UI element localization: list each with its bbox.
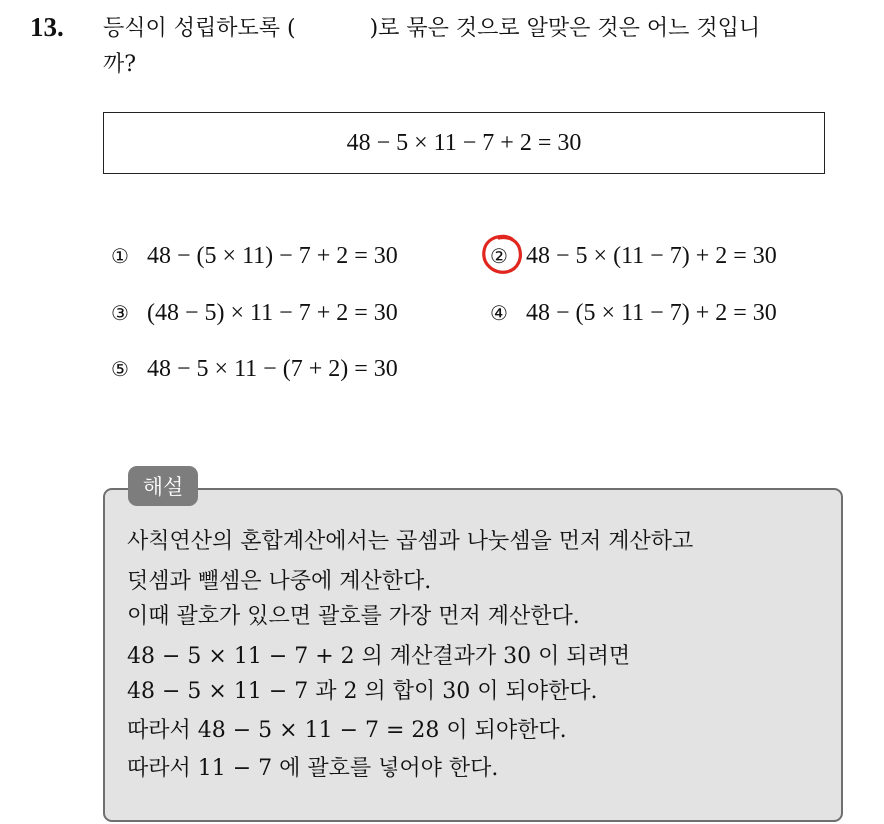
choice-5-text: 48 − 5 × 11 − (7 + 2) = 30 (147, 356, 398, 382)
explanation-line-3: 이때 괄호가 있으면 괄호를 가장 먼저 계산한다. (127, 604, 580, 629)
explanation-line-5: 48 − 5 × 11 − 7 과 2 의 합이 30 이 되야한다. (127, 679, 598, 704)
explanation-line-2: 덧셈과 뺄셈은 나중에 계산한다. (127, 569, 432, 594)
choice-2[interactable] (490, 240, 777, 272)
question-text-part-2: )로 묶은 것으로 알맞은 것은 어느 것입니 (369, 16, 761, 41)
explanation-label: 해설 (128, 466, 198, 506)
question-text-line-2: 까? (103, 52, 137, 77)
choice-3-text: (48 − 5) × 11 − 7 + 2 = 30 (147, 300, 398, 326)
explanation-line-6: 따라서 48 − 5 × 11 − 7 = 28 이 되야한다. (127, 718, 567, 743)
choice-2-number: ② (490, 244, 508, 268)
choice-1-number: ① (111, 244, 129, 268)
question-text-line-1 (103, 12, 760, 46)
choice-5[interactable] (111, 353, 398, 385)
question-text-part-1: 등식이 성립하도록 ( (103, 16, 296, 41)
explanation-line-4: 48 − 5 × 11 − 7 + 2 의 계산결과가 30 이 되려면 (127, 644, 631, 669)
choice-1[interactable] (111, 240, 398, 272)
choice-4-text: 48 − (5 × 11 − 7) + 2 = 30 (526, 300, 777, 326)
choice-3-number: ③ (111, 301, 129, 325)
choice-4-number: ④ (490, 301, 508, 325)
choice-2-text: 48 − 5 × (11 − 7) + 2 = 30 (526, 243, 777, 269)
choice-1-text: 48 − (5 × 11) − 7 + 2 = 30 (147, 243, 398, 269)
choice-3[interactable] (111, 297, 398, 329)
choice-4[interactable] (490, 297, 777, 329)
question-number: 13. (30, 12, 64, 42)
choice-5-number: ⑤ (111, 357, 129, 381)
explanation-line-1: 사칙연산의 혼합계산에서는 곱셈과 나눗셈을 먼저 계산하고 (127, 529, 694, 554)
equation-box (103, 112, 825, 174)
equation-text: 48 − 5 × 11 − 7 + 2 = 30 (346, 129, 582, 156)
answer-circle-icon (479, 232, 527, 278)
explanation-line-7: 따라서 11 − 7 에 괄호를 넣어야 한다. (127, 756, 499, 781)
